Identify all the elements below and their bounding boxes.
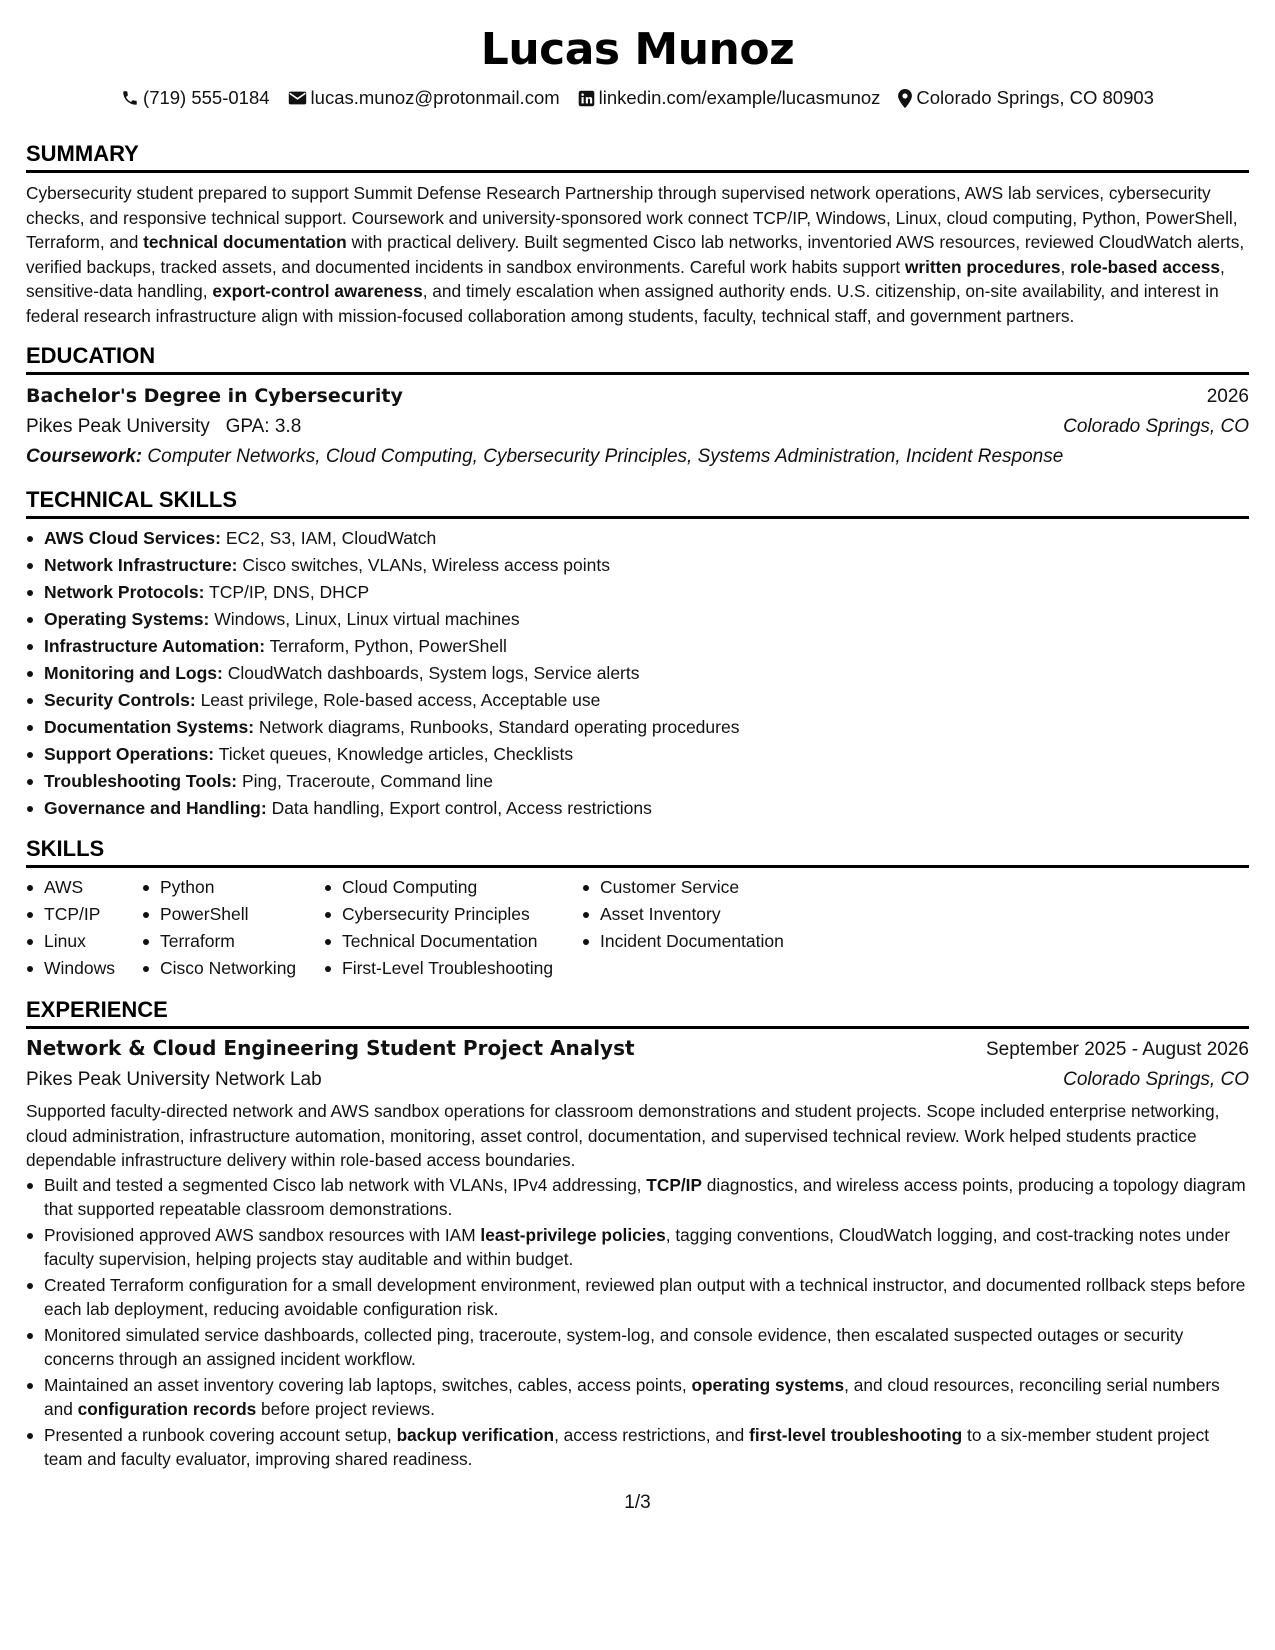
education-section bbox=[26, 342, 1249, 472]
skills-column bbox=[142, 874, 324, 982]
technical-skill-label: Support Operations: bbox=[44, 744, 215, 764]
linkedin-link[interactable]: linkedin.com/example/lucasmunoz bbox=[598, 87, 881, 108]
section-heading-skills: SKILLS bbox=[26, 835, 1249, 868]
job-header-row bbox=[26, 1033, 1249, 1065]
skill-item: Cisco Networking bbox=[160, 955, 324, 982]
technical-skill-value: Least privilege, Role-based access, Acceptable use bbox=[200, 690, 601, 710]
coursework bbox=[26, 442, 1249, 472]
skill-item: Incident Documentation bbox=[600, 928, 822, 955]
skill-item: Technical Documentation bbox=[342, 928, 582, 955]
job-bullet: Presented a runbook covering account setup, backup verification, access restrictions, and first-level troubleshooting to a six-member student project team and faculty evaluator, improving shared readiness. bbox=[44, 1423, 1249, 1472]
skill-item: First-Level Troubleshooting bbox=[342, 955, 582, 982]
technical-skill-item bbox=[44, 525, 1249, 552]
skills-column bbox=[26, 874, 142, 982]
school-info bbox=[26, 412, 301, 442]
school-name: Pikes Peak University bbox=[26, 416, 210, 437]
technical-skill-value: Data handling, Export control, Access restrictions bbox=[271, 798, 652, 818]
skill-item: Cloud Computing bbox=[342, 874, 582, 901]
skill-item: Linux bbox=[44, 928, 142, 955]
section-heading-education: EDUCATION bbox=[26, 342, 1249, 375]
technical-skill-label: Infrastructure Automation: bbox=[44, 636, 266, 656]
degree-title: Bachelor's Degree in Cybersecurity bbox=[26, 385, 403, 407]
technical-skills-section bbox=[26, 486, 1249, 822]
school-location: Colorado Springs, CO bbox=[1063, 416, 1249, 437]
contact-location bbox=[898, 86, 1154, 110]
technical-skill-label: Monitoring and Logs: bbox=[44, 663, 223, 683]
skill-item: PowerShell bbox=[160, 901, 324, 928]
technical-skill-label: Governance and Handling: bbox=[44, 798, 267, 818]
skills-column bbox=[582, 874, 822, 982]
technical-skill-item bbox=[44, 660, 1249, 687]
skill-item: AWS bbox=[44, 874, 142, 901]
summary-text: Cybersecurity student prepared to support Summit Defense Research Partnership through supervised network operations, AWS lab services, cybersecurity checks, and responsive technical support. Coursework and university-sponsored work connect TCP/IP, Windows, Linux, cloud computing, Python, PowerShell, Terraform, and technical documentation with practical delivery. Built segmented Cisco lab networks, inventoried AWS resources, reviewed CloudWatch alerts, verified backups, tracked assets, and documented incidents in sandbox environments. Careful work habits support written procedures, role-based access, sensitive-data handling, export-control awareness, and timely escalation when assigned authority ends. U.S. citizenship, on-site availability, and interest in federal research infrastructure align with mission-focused collaboration among students, faculty, technical staff, and government partners. bbox=[26, 183, 1245, 326]
location-text: Colorado Springs, CO 80903 bbox=[916, 87, 1154, 108]
gpa: GPA: 3.8 bbox=[225, 416, 302, 437]
resume-page bbox=[26, 0, 1249, 1650]
technical-skill-label: AWS Cloud Services: bbox=[44, 528, 221, 548]
job-org-row bbox=[26, 1065, 1249, 1095]
technical-skill-label: Troubleshooting Tools: bbox=[44, 771, 238, 791]
job-organization: Pikes Peak University Network Lab bbox=[26, 1069, 322, 1090]
email-link[interactable]: lucas.munoz@protonmail.com bbox=[310, 87, 560, 108]
technical-skill-item bbox=[44, 606, 1249, 633]
page-number: 1/3 bbox=[624, 1492, 651, 1513]
section-heading-technical-skills: TECHNICAL SKILLS bbox=[26, 486, 1249, 519]
contact-linkedin[interactable] bbox=[578, 86, 881, 110]
job-bullet: Built and tested a segmented Cisco lab network with VLANs, IPv4 addressing, TCP/IP diagnostics, and wireless access points, producing a topology diagram that supported repeatable classroom demonstrations. bbox=[44, 1173, 1249, 1222]
technical-skill-value: CloudWatch dashboards, System logs, Service alerts bbox=[227, 663, 640, 683]
skill-item: Customer Service bbox=[600, 874, 822, 901]
technical-skill-value: EC2, S3, IAM, CloudWatch bbox=[225, 528, 437, 548]
technical-skill-item bbox=[44, 795, 1249, 822]
technical-skill-value: Network diagrams, Runbooks, Standard operating procedures bbox=[258, 717, 740, 737]
contact-phone bbox=[121, 86, 270, 110]
section-heading-summary: SUMMARY bbox=[26, 140, 1249, 173]
map-pin-icon bbox=[898, 89, 912, 108]
education-header-row bbox=[26, 381, 1249, 412]
technical-skills-list bbox=[26, 525, 1249, 822]
graduation-year: 2026 bbox=[1206, 386, 1249, 407]
technical-skill-label: Security Controls: bbox=[44, 690, 196, 710]
technical-skill-label: Documentation Systems: bbox=[44, 717, 255, 737]
skill-item: Cybersecurity Principles bbox=[342, 901, 582, 928]
candidate-name: Lucas Munoz bbox=[480, 24, 795, 75]
technical-skill-item bbox=[44, 741, 1249, 768]
technical-skill-value: Cisco switches, VLANs, Wireless access points bbox=[242, 555, 611, 575]
skill-item: Python bbox=[160, 874, 324, 901]
job-description: Supported faculty-directed network and AWS sandbox operations for classroom demonstrations and student projects. Scope included enterprise networking, cloud administration, infrastructure automation, monitoring, asset control, documentation, and supervised technical review. Work helped students practice dependable infrastructure delivery within role-based access boundaries. bbox=[26, 1101, 1220, 1170]
skills-column bbox=[324, 874, 582, 982]
contact-bar bbox=[26, 86, 1249, 110]
skill-item: Windows bbox=[44, 955, 142, 982]
summary-section bbox=[26, 140, 1249, 328]
section-heading-experience: EXPERIENCE bbox=[26, 996, 1249, 1029]
skill-item: Asset Inventory bbox=[600, 901, 822, 928]
technical-skill-item bbox=[44, 768, 1249, 795]
coursework-label: Coursework: bbox=[26, 446, 143, 467]
technical-skill-item bbox=[44, 714, 1249, 741]
coursework-list: Computer Networks, Cloud Computing, Cybersecurity Principles, Systems Administration, Incident Response bbox=[147, 446, 1064, 467]
job-bullet: Created Terraform configuration for a small development environment, reviewed plan output with a technical instructor, and documented rollback steps before each lab deployment, reducing avoidable configuration risk. bbox=[44, 1273, 1249, 1322]
technical-skill-item bbox=[44, 633, 1249, 660]
job-bullet: Provisioned approved AWS sandbox resources with IAM least-privilege policies, tagging conventions, CloudWatch logging, and cost-tracking notes under faculty supervision, helping projects stay auditable and within budget. bbox=[44, 1223, 1249, 1272]
envelope-icon bbox=[288, 90, 307, 106]
technical-skill-label: Operating Systems: bbox=[44, 609, 210, 629]
contact-email[interactable] bbox=[288, 86, 560, 110]
skill-item: Terraform bbox=[160, 928, 324, 955]
technical-skill-item bbox=[44, 687, 1249, 714]
skill-item: TCP/IP bbox=[44, 901, 142, 928]
skills-section bbox=[26, 835, 1249, 982]
phone-text: (719) 555-0184 bbox=[143, 87, 270, 108]
technical-skill-value: Ticket queues, Knowledge articles, Checklists bbox=[218, 744, 574, 764]
technical-skill-label: Network Protocols: bbox=[44, 582, 205, 602]
education-school-row bbox=[26, 412, 1249, 442]
technical-skill-value: Terraform, Python, PowerShell bbox=[269, 636, 507, 656]
phone-icon bbox=[121, 89, 139, 107]
job-bullet: Monitored simulated service dashboards, collected ping, traceroute, system-log, and console evidence, then escalated suspected outages or security concerns through an assigned incident workflow. bbox=[44, 1323, 1249, 1372]
job-bullet: Maintained an asset inventory covering lab laptops, switches, cables, access points, operating systems, and cloud resources, reconciling serial numbers and configuration records before project reviews. bbox=[44, 1373, 1249, 1422]
job-title: Network & Cloud Engineering Student Project Analyst bbox=[26, 1036, 635, 1060]
technical-skill-value: TCP/IP, DNS, DHCP bbox=[209, 582, 370, 602]
technical-skill-value: Windows, Linux, Linux virtual machines bbox=[214, 609, 520, 629]
technical-skill-value: Ping, Traceroute, Command line bbox=[242, 771, 493, 791]
technical-skill-item bbox=[44, 552, 1249, 579]
experience-section bbox=[26, 996, 1249, 1472]
job-location: Colorado Springs, CO bbox=[1063, 1069, 1249, 1090]
skills-grid bbox=[26, 874, 1249, 982]
job-bullets bbox=[26, 1173, 1249, 1472]
technical-skill-label: Network Infrastructure: bbox=[44, 555, 238, 575]
job-dates: September 2025 - August 2026 bbox=[985, 1039, 1249, 1060]
technical-skill-item bbox=[44, 579, 1249, 606]
linkedin-icon bbox=[578, 90, 595, 107]
